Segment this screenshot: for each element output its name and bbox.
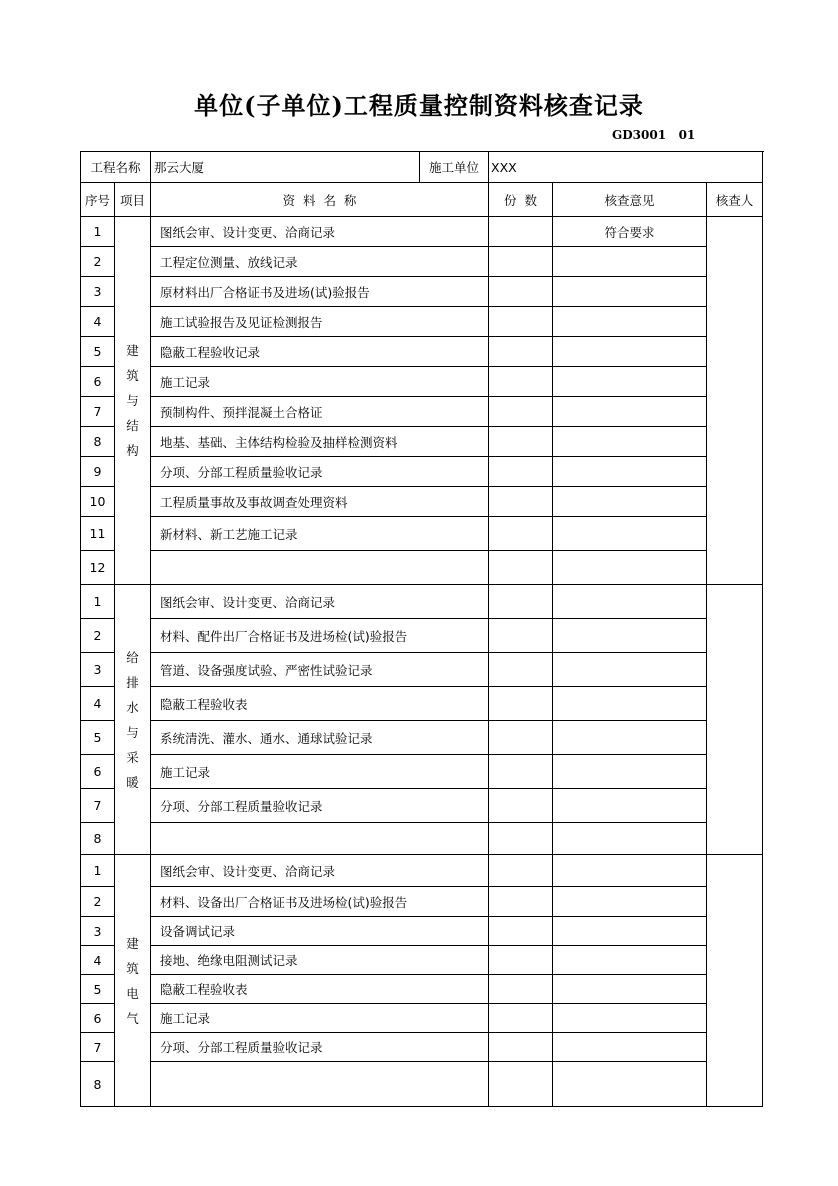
table-row bbox=[81, 427, 763, 457]
row-copies bbox=[489, 653, 553, 687]
table-row bbox=[81, 975, 763, 1004]
section-label-char: 电 bbox=[126, 985, 139, 1001]
quality-check-table bbox=[80, 151, 763, 1107]
table-row bbox=[81, 277, 763, 307]
row-copies bbox=[489, 517, 553, 551]
row-copies bbox=[489, 721, 553, 755]
row-doc-name: 设备调试记录 bbox=[151, 917, 489, 946]
row-seq: 9 bbox=[81, 457, 115, 487]
row-opinion bbox=[553, 427, 707, 457]
header-opinion: 核查意见 bbox=[553, 183, 707, 217]
row-seq: 8 bbox=[81, 1062, 115, 1107]
row-copies bbox=[489, 367, 553, 397]
section-label bbox=[115, 217, 151, 585]
table-row bbox=[81, 551, 763, 585]
row-opinion bbox=[553, 1004, 707, 1033]
row-opinion bbox=[553, 397, 707, 427]
table-row bbox=[81, 855, 763, 887]
row-copies bbox=[489, 687, 553, 721]
header-row bbox=[81, 183, 763, 217]
row-copies bbox=[489, 619, 553, 653]
row-copies bbox=[489, 457, 553, 487]
row-seq: 3 bbox=[81, 917, 115, 946]
row-doc-name: 原材料出厂合格证书及进场(试)验报告 bbox=[151, 277, 489, 307]
row-doc-name: 材料、配件出厂合格证书及进场检(试)验报告 bbox=[151, 619, 489, 653]
section-label-char: 采 bbox=[126, 749, 139, 765]
section-label-char: 排 bbox=[126, 674, 139, 690]
section-label-char: 筑 bbox=[126, 368, 139, 383]
table-row bbox=[81, 823, 763, 855]
row-seq: 7 bbox=[81, 1033, 115, 1062]
section-checker bbox=[707, 217, 763, 585]
row-copies bbox=[489, 277, 553, 307]
row-doc-name bbox=[151, 551, 489, 585]
table-row bbox=[81, 917, 763, 946]
row-seq: 7 bbox=[81, 789, 115, 823]
row-seq: 2 bbox=[81, 247, 115, 277]
row-seq: 5 bbox=[81, 975, 115, 1004]
table-row bbox=[81, 457, 763, 487]
section-label-char: 与 bbox=[126, 393, 139, 408]
project-name-label: 工程名称 bbox=[81, 152, 151, 183]
row-seq: 4 bbox=[81, 307, 115, 337]
row-seq: 6 bbox=[81, 367, 115, 397]
row-opinion bbox=[553, 337, 707, 367]
row-doc-name bbox=[151, 1062, 489, 1107]
construction-unit-value: XXX bbox=[489, 152, 763, 183]
row-opinion bbox=[553, 653, 707, 687]
section-checker bbox=[707, 855, 763, 1107]
row-opinion: 符合要求 bbox=[553, 217, 707, 247]
row-doc-name: 图纸会审、设计变更、洽商记录 bbox=[151, 217, 489, 247]
row-doc-name: 分项、分部工程质量验收记录 bbox=[151, 789, 489, 823]
section-label-char: 结 bbox=[126, 418, 139, 433]
row-opinion bbox=[553, 1062, 707, 1107]
row-copies bbox=[489, 1004, 553, 1033]
section-label-char: 建 bbox=[126, 343, 139, 358]
row-doc-name bbox=[151, 823, 489, 855]
section-label-char: 暖 bbox=[126, 774, 139, 790]
table-row bbox=[81, 217, 763, 247]
row-opinion bbox=[553, 789, 707, 823]
row-seq: 8 bbox=[81, 427, 115, 457]
row-opinion bbox=[553, 551, 707, 585]
row-doc-name: 隐蔽工程验收表 bbox=[151, 687, 489, 721]
header-checker: 核查人 bbox=[707, 183, 763, 217]
row-copies bbox=[489, 755, 553, 789]
row-copies bbox=[489, 585, 553, 619]
row-copies bbox=[489, 247, 553, 277]
header-doc-name: 资 料 名 称 bbox=[151, 183, 489, 217]
table-row bbox=[81, 367, 763, 397]
row-opinion bbox=[553, 517, 707, 551]
row-doc-name: 接地、绝缘电阻测试记录 bbox=[151, 946, 489, 975]
row-doc-name: 工程定位测量、放线记录 bbox=[151, 247, 489, 277]
table-row bbox=[81, 1004, 763, 1033]
table-row bbox=[81, 687, 763, 721]
row-seq: 1 bbox=[81, 217, 115, 247]
row-seq: 6 bbox=[81, 1004, 115, 1033]
row-opinion bbox=[553, 277, 707, 307]
row-opinion bbox=[553, 823, 707, 855]
row-doc-name: 施工记录 bbox=[151, 1004, 489, 1033]
section-label-char: 水 bbox=[126, 699, 139, 715]
row-doc-name: 施工记录 bbox=[151, 367, 489, 397]
row-opinion bbox=[553, 585, 707, 619]
row-doc-name: 施工试验报告及见证检测报告 bbox=[151, 307, 489, 337]
row-opinion bbox=[553, 975, 707, 1004]
row-opinion bbox=[553, 721, 707, 755]
row-copies bbox=[489, 551, 553, 585]
table-row bbox=[81, 721, 763, 755]
table-row bbox=[81, 247, 763, 277]
row-copies bbox=[489, 217, 553, 247]
row-doc-name: 隐蔽工程验收记录 bbox=[151, 337, 489, 367]
row-copies bbox=[489, 427, 553, 457]
row-doc-name: 分项、分部工程质量验收记录 bbox=[151, 457, 489, 487]
row-seq: 6 bbox=[81, 755, 115, 789]
section-label-char: 筑 bbox=[126, 960, 139, 976]
section-label bbox=[115, 585, 151, 855]
row-seq: 3 bbox=[81, 277, 115, 307]
row-seq: 2 bbox=[81, 619, 115, 653]
row-copies bbox=[489, 337, 553, 367]
table-row bbox=[81, 517, 763, 551]
row-opinion bbox=[553, 487, 707, 517]
row-opinion bbox=[553, 307, 707, 337]
row-doc-name: 图纸会审、设计变更、洽商记录 bbox=[151, 855, 489, 887]
header-item: 项目 bbox=[115, 183, 151, 217]
table-row bbox=[81, 307, 763, 337]
row-seq: 5 bbox=[81, 721, 115, 755]
section-label-char: 给 bbox=[126, 649, 139, 665]
row-doc-name: 系统清洗、灌水、通水、通球试验记录 bbox=[151, 721, 489, 755]
table-row bbox=[81, 585, 763, 619]
table-row bbox=[81, 337, 763, 367]
row-copies bbox=[489, 307, 553, 337]
table-row bbox=[81, 1033, 763, 1062]
row-doc-name: 分项、分部工程质量验收记录 bbox=[151, 1033, 489, 1062]
section-label-char: 构 bbox=[126, 443, 139, 458]
row-opinion bbox=[553, 755, 707, 789]
row-opinion bbox=[553, 247, 707, 277]
row-doc-name: 施工记录 bbox=[151, 755, 489, 789]
page-title: 单位(子单位)工程质量控制资料核查记录 bbox=[194, 91, 644, 120]
row-seq: 4 bbox=[81, 946, 115, 975]
row-copies bbox=[489, 397, 553, 427]
row-copies bbox=[489, 887, 553, 917]
row-seq: 7 bbox=[81, 397, 115, 427]
row-copies bbox=[489, 946, 553, 975]
row-seq: 8 bbox=[81, 823, 115, 855]
row-opinion bbox=[553, 917, 707, 946]
row-doc-name: 材料、设备出厂合格证书及进场检(试)验报告 bbox=[151, 887, 489, 917]
row-copies bbox=[489, 975, 553, 1004]
row-doc-name: 管道、设备强度试验、严密性试验记录 bbox=[151, 653, 489, 687]
row-doc-name: 图纸会审、设计变更、洽商记录 bbox=[151, 585, 489, 619]
row-opinion bbox=[553, 946, 707, 975]
table-row bbox=[81, 1062, 763, 1107]
row-copies bbox=[489, 855, 553, 887]
info-row bbox=[81, 152, 763, 183]
form-code: GD3001 01 bbox=[612, 128, 696, 142]
section-label-char: 建 bbox=[126, 935, 139, 951]
row-seq: 2 bbox=[81, 887, 115, 917]
table-row bbox=[81, 755, 763, 789]
row-seq: 5 bbox=[81, 337, 115, 367]
table-row bbox=[81, 946, 763, 975]
table-row bbox=[81, 487, 763, 517]
row-doc-name: 隐蔽工程验收表 bbox=[151, 975, 489, 1004]
row-copies bbox=[489, 1062, 553, 1107]
row-opinion bbox=[553, 855, 707, 887]
section-checker bbox=[707, 585, 763, 855]
row-copies bbox=[489, 487, 553, 517]
row-seq: 11 bbox=[81, 517, 115, 551]
section-label bbox=[115, 855, 151, 1107]
row-seq: 12 bbox=[81, 551, 115, 585]
row-copies bbox=[489, 823, 553, 855]
table-row bbox=[81, 397, 763, 427]
row-doc-name: 地基、基础、主体结构检验及抽样检测资料 bbox=[151, 427, 489, 457]
project-name-cell bbox=[151, 152, 489, 183]
project-name-value: 那云大厦 bbox=[151, 152, 420, 182]
row-copies bbox=[489, 789, 553, 823]
table-row bbox=[81, 619, 763, 653]
table-row bbox=[81, 789, 763, 823]
section-label-char: 与 bbox=[126, 724, 139, 740]
row-doc-name: 新材料、新工艺施工记录 bbox=[151, 517, 489, 551]
header-copies: 份 数 bbox=[489, 183, 553, 217]
row-seq: 4 bbox=[81, 687, 115, 721]
row-opinion bbox=[553, 367, 707, 397]
construction-unit-label: 施工单位 bbox=[429, 160, 480, 175]
section-label-char: 气 bbox=[126, 1010, 139, 1026]
row-seq: 1 bbox=[81, 855, 115, 887]
row-opinion bbox=[553, 619, 707, 653]
row-seq: 1 bbox=[81, 585, 115, 619]
row-opinion bbox=[553, 1033, 707, 1062]
table-row bbox=[81, 653, 763, 687]
row-seq: 10 bbox=[81, 487, 115, 517]
table-row bbox=[81, 887, 763, 917]
row-doc-name: 工程质量事故及事故调查处理资料 bbox=[151, 487, 489, 517]
row-opinion bbox=[553, 887, 707, 917]
row-opinion bbox=[553, 457, 707, 487]
row-seq: 3 bbox=[81, 653, 115, 687]
row-copies bbox=[489, 917, 553, 946]
row-copies bbox=[489, 1033, 553, 1062]
row-opinion bbox=[553, 687, 707, 721]
header-seq: 序号 bbox=[81, 183, 115, 217]
row-doc-name: 预制构件、预拌混凝土合格证 bbox=[151, 397, 489, 427]
